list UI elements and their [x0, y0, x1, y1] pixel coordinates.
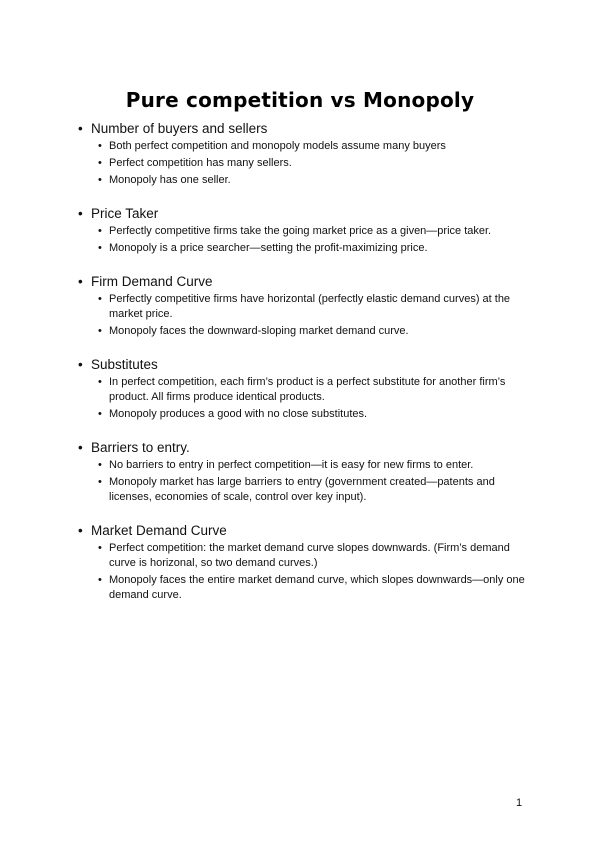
bullet-item: • Perfectly competitive firms have horizontal (perfectly elastic demand curves) at the market price.: [96, 292, 528, 322]
bullet-item: • Monopoly has one seller.: [96, 173, 528, 188]
section-heading: • Price Taker: [78, 205, 528, 223]
section-substitutes: [78, 356, 528, 422]
bullet-list: [78, 224, 528, 256]
bullet-item: • Monopoly faces the entire market demand curve, which slopes downwards—only one demand curve.: [96, 573, 528, 603]
bullet-item: • Monopoly is a price searcher—setting the profit-maximizing price.: [96, 241, 528, 256]
bullet-list: [78, 541, 528, 603]
section-heading: • Substitutes: [78, 356, 528, 374]
bullet-item: • In perfect competition, each firm’s product is a perfect substitute for another firm’s product. All firms produce identical products.: [96, 375, 528, 405]
bullet-item: • Monopoly produces a good with no close substitutes.: [96, 407, 528, 422]
bullet-list: [78, 375, 528, 422]
bullet-item: • Perfect competition has many sellers.: [96, 156, 528, 171]
section-heading: • Number of buyers and sellers: [78, 120, 528, 138]
page-number: 1: [516, 797, 523, 809]
section-price-taker: [78, 205, 528, 256]
section-heading: • Market Demand Curve: [78, 522, 528, 540]
section-market-demand-curve: [78, 522, 528, 603]
bullet-item: • No barriers to entry in perfect competition—it is easy for new firms to enter.: [96, 458, 528, 473]
bullet-item: • Perfect competition: the market demand curve slopes downwards. (Firm’s demand curve is horizonal, so two demand curves.): [96, 541, 528, 571]
bullet-item: • Monopoly faces the downward-sloping market demand curve.: [96, 324, 528, 339]
bullet-list: [78, 292, 528, 339]
bullet-list: [78, 139, 528, 188]
section-firm-demand-curve: [78, 273, 528, 339]
document-body: [78, 120, 528, 620]
bullet-item: • Monopoly market has large barriers to entry (government created—patents and licenses, economies of scale, control over key input).: [96, 475, 528, 505]
page-title: Pure competition vs Monopoly: [125, 88, 475, 112]
section-barriers-to-entry: [78, 439, 528, 505]
section-heading: • Firm Demand Curve: [78, 273, 528, 291]
bullet-list: [78, 458, 528, 505]
section-heading: • Barriers to entry.: [78, 439, 528, 457]
section-buyers-sellers: [78, 120, 528, 188]
bullet-item: • Perfectly competitive firms take the going market price as a given—price taker.: [96, 224, 528, 239]
bullet-item: • Both perfect competition and monopoly models assume many buyers: [96, 139, 528, 154]
